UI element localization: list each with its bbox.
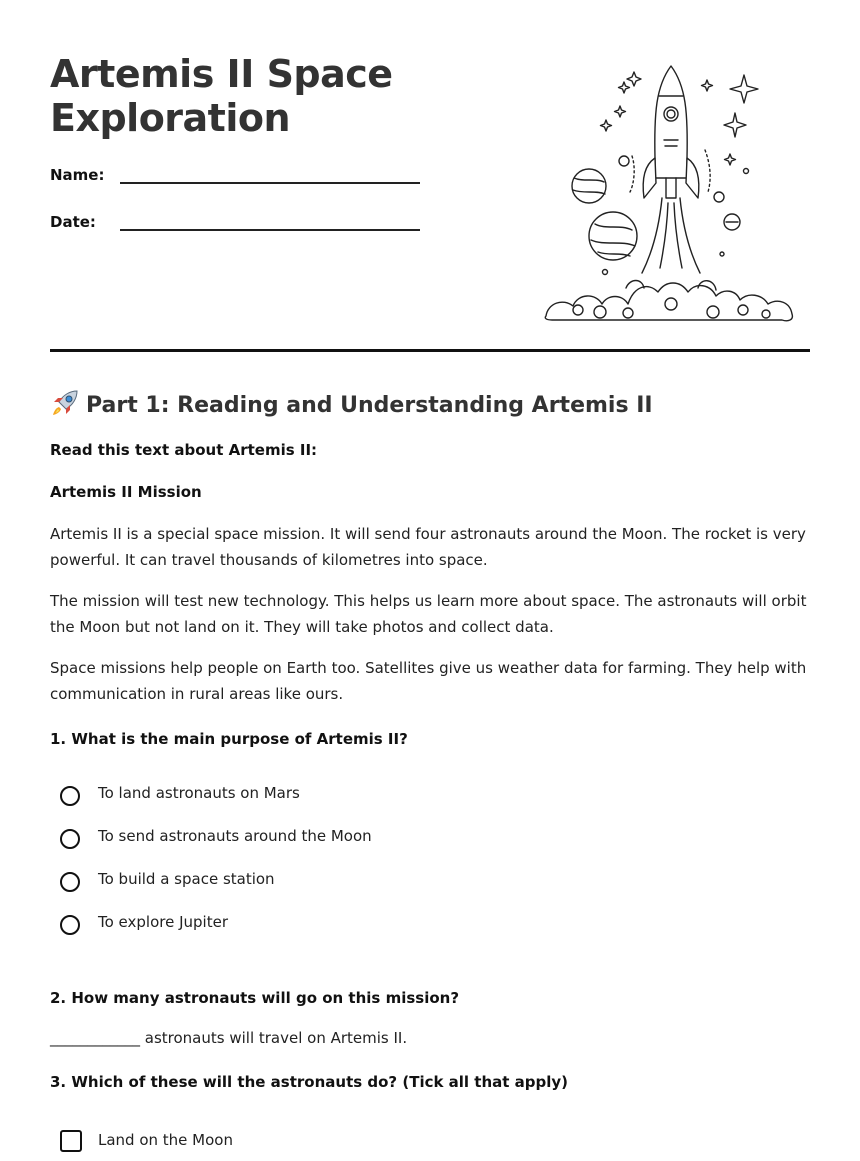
checkbox[interactable] <box>60 1130 82 1152</box>
q1-option-1-label: To land astronauts on Mars <box>98 784 300 802</box>
answer-blank[interactable]: ____________ <box>50 1029 140 1047</box>
question-3-options <box>50 1130 810 1160</box>
name-field <box>50 166 430 196</box>
reading-intro: Read this text about Artemis II: <box>50 441 318 459</box>
q3-option-1[interactable] <box>50 1130 810 1160</box>
q1-option-4-label: To explore Jupiter <box>98 913 228 931</box>
radio-button[interactable] <box>60 829 80 849</box>
reading-text-title: Artemis II Mission <box>50 483 202 501</box>
worksheet-title <box>50 52 393 140</box>
q1-option-1[interactable] <box>50 786 810 829</box>
q1-option-2[interactable] <box>50 829 810 872</box>
answer-suffix: astronauts will travel on Artemis II. <box>140 1029 408 1047</box>
date-field <box>50 213 430 243</box>
title-line-1: Artemis II Space <box>50 52 393 96</box>
q1-option-4[interactable] <box>50 915 810 958</box>
question-3: 3. Which of these will the astronauts do? (Tick all that apply) <box>50 1073 569 1091</box>
reading-paragraph-2: The mission will test new technology. This helps us learn more about space. The astronauts will orbit the Moon but not land on it. They will take photos and collect data. <box>50 592 807 636</box>
part-1-heading-text: Part 1: Reading and Understanding Artemis II <box>86 393 653 418</box>
question-2-answer-line <box>50 1029 810 1047</box>
reading-paragraph-3: Space missions help people on Earth too. Satellites give us weather data for farming. They help with communication in rural areas like ours. <box>50 659 807 703</box>
rocket-icon <box>50 388 80 418</box>
question-1: 1. What is the main purpose of Artemis II? <box>50 730 408 748</box>
q1-option-3-label: To build a space station <box>98 870 275 888</box>
date-write-line <box>120 229 420 231</box>
question-2: 2. How many astronauts will go on this mission? <box>50 989 460 1007</box>
header-divider <box>50 349 810 352</box>
radio-button[interactable] <box>60 786 80 806</box>
radio-button[interactable] <box>60 915 80 935</box>
part-1-heading <box>50 388 653 422</box>
name-write-line <box>120 182 420 184</box>
q3-option-1-label: Land on the Moon <box>98 1131 233 1149</box>
title-line-2: Exploration <box>50 96 291 140</box>
rocket-launch-illustration <box>538 58 800 330</box>
radio-button[interactable] <box>60 872 80 892</box>
q1-option-3[interactable] <box>50 872 810 915</box>
question-1-options <box>50 786 810 958</box>
name-label: Name: <box>50 166 105 184</box>
reading-paragraph-1: Artemis II is a special space mission. It will send four astronauts around the Moon. The rocket is very powerful. It can travel thousands of kilometres into space. <box>50 525 806 569</box>
reading-section <box>50 440 810 1160</box>
date-label: Date: <box>50 213 96 231</box>
q1-option-2-label: To send astronauts around the Moon <box>98 827 372 845</box>
